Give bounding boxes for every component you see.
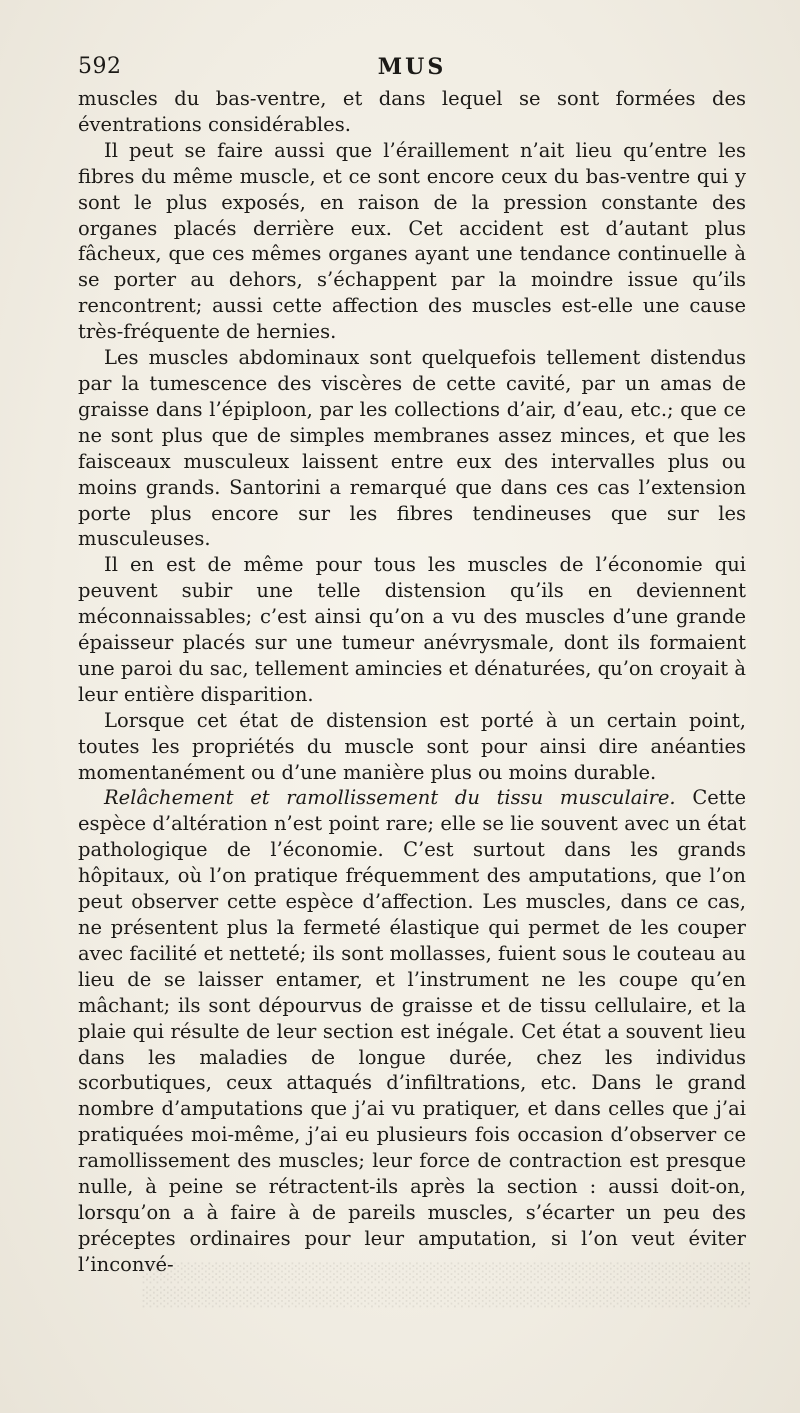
paragraph-6 <box>78 785 746 1277</box>
paragraph-text: Cette espèce d’altération n’est point rare; elle se lie souvent avec un état pathologique de l’économie. C’est surtout dans les grands hôpitaux, où l’on pratique fréquemment des amputations, que l’on peut observer cette espèce d’affection. Les muscles, dans ce cas, ne présentent plus la fermeté élastique qui permet de les couper avec facilité et netteté; ils sont mollasses, fuient sous le couteau au lieu de se laisser entamer, et l’instrument ne les coupe qu’en mâchant; ils sont dépourvus de graisse et de tissu cellulaire, et la plaie qui résulte de leur section est inégale. Cet état a souvent lieu dans les maladies de longue durée, chez les individus scorbutiques, ceux attaqués d’infiltrations, etc. Dans le grand nombre d’amputations que j’ai vu pratiquer, et dans celles que j’ai pratiquées moi-même, j’ai eu plusieurs fois occasion d’observer ce ramollissement des muscles; leur force de contraction est presque nulle, à peine se rétractent-ils après la section : aussi doit-on, lorsqu’on a à faire à de pareils muscles, s’écarter un peu des préceptes ordinaires pour leur amputation, si l’on veut éviter l’inconvé- <box>78 786 746 1276</box>
body-text <box>78 86 746 1278</box>
paragraph-5 <box>78 708 746 786</box>
paragraph-1 <box>78 86 746 138</box>
paragraph-text: Il peut se faire aussi que l’éraillement n’ait lieu qu’entre les fibres du même muscle, et ce sont encore ceux du bas-ventre qui y sont le plus exposés, en raison de la pression constante des organes placés derrière eux. Cet accident est d’autant plus fâcheux, que ces mêmes organes ayant une tendance continuelle à se porter au dehors, s’échappent par la moindre issue qu’ils rencontrent; aussi cette affection des muscles est-elle une cause très-fréquente de hernies. <box>78 138 746 344</box>
section-heading: Relâchement et ramollissement du tissu musculaire. <box>104 786 676 810</box>
paragraph-text: Il en est de même pour tous les muscles de l’économie qui peuvent subir une telle distension qu’ils en deviennent méconnaissables; c’est ainsi qu’on a vu des muscles d’une grande épaisseur placés sur une tumeur anévrysmale, dont ils formaient une paroi du sac, tellement amincies et dénaturées, qu’on croyait à leur entière disparition. <box>78 553 746 706</box>
bleed-through-texture: ░░░░░░░░░░░░░░░░░░░░░░░░░░░░░░░░░░░░░░░░░░░░ ░░░░░░░░░░░░░░░░░░░░░░░░░░░░░░░░░░░░░░░░░░░░ <box>140 1263 750 1308</box>
paragraph-3 <box>78 345 746 552</box>
running-head: MUS <box>377 54 447 80</box>
paragraph-text: muscles du bas-ventre, et dans lequel se sont formées des éventrations considérables. <box>78 87 746 136</box>
page-header <box>78 54 746 84</box>
paragraph-text: Les muscles abdominaux sont quelquefois tellement distendus par la tumescence des viscères de cette cavité, par un amas de graisse dans l’épiploon, par les collections d’air, d’eau, etc.; que ce ne sont plus que de simples membranes assez minces, et que les faisceaux musculeux laissent entre eux des intervalles plus ou moins grands. Santorini a remarqué que dans ces cas l’extension porte plus encore sur les fibres tendineuses que sur les musculeuses. <box>78 346 746 551</box>
paragraph-text: Lorsque cet état de distension est porté à un certain point, toutes les propriétés du muscle sont pour ainsi dire anéanties momentanément ou d’une manière plus ou moins durable. <box>78 708 746 784</box>
page-number: 592 <box>78 54 122 79</box>
paragraph-2 <box>78 138 746 345</box>
paragraph-4 <box>78 552 746 707</box>
